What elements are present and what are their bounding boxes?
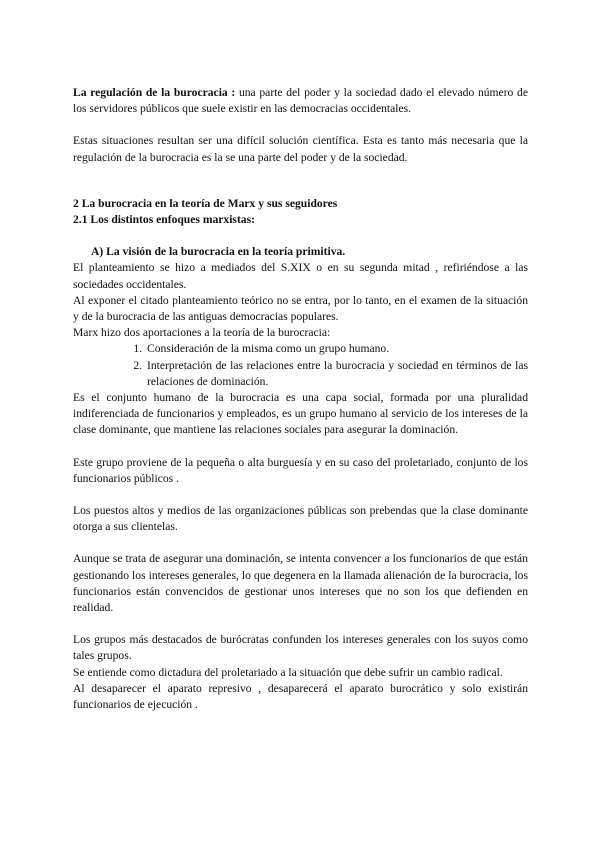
paragraph: Los grupos más destacados de burócratas confunden los intereses generales con los suyos como tales grupos. [73, 633, 528, 663]
paragraph: Se entiende como dictadura del proletariado a la situación que debe sufrir un cambio radical. [73, 665, 503, 679]
paragraph: Aunque se trata de asegurar una dominación, se intenta convencer a los funcionarios de que están gestionando los intereses generales, lo que degenera en la llamada alienación de la burocracia, los funcionarios están convencidos de gestionar unos intereses que no son los que defienden en realidad. [73, 552, 528, 615]
list-item: 2. Interpretación de las relaciones entre la burocracia y sociedad en términos de las relaciones de dominación. [145, 358, 528, 390]
intro-paragraph-2: Estas situaciones resultan ser una difícil solución científica. Esta es tanto más necesaria que la regulación de la burocracia es la se una parte del poder y de la sociedad. [73, 134, 528, 164]
paragraph: Al exponer el citado planteamiento teórico no se entra, por lo tanto, en el examen de la situación y de la burocracia de las antiguas democracias populares. [73, 293, 528, 324]
paragraph: Es el conjunto humano de la burocracia es una capa social, formada por una pluralidad indiferenciada de funcionarios y empleados, es un grupo humano al servicio de los intereses de la clase dominante, que mantiene las relaciones sociales para asegurar la dominación. [73, 391, 528, 437]
document-page [73, 85, 528, 713]
paragraph: El planteamiento se hizo a mediados del S.XIX o en su segunda mitad , refiriéndose a las sociedades occidentales. [73, 261, 528, 291]
subsection-title: A) La visión de la burocracia en la teoría primitiva. [91, 245, 346, 259]
intro-term: La regulación de la burocracia : [73, 86, 236, 99]
paragraph: Marx hizo dos aportaciones a la teoría de la burocracia: [73, 326, 331, 340]
section-subheading: 2.1 Los distintos enfoques marxistas: [73, 213, 255, 227]
numbered-list [73, 341, 528, 390]
paragraph: Este grupo proviene de la pequeña o alta burguesía y en su caso del proletariado, conjunto de los funcionarios públicos . [73, 455, 528, 485]
paragraph: Al desaparecer el aparato represivo , desaparecerá el aparato burocrático y solo existirán funcionarios de ejecución . [73, 681, 528, 712]
section-heading: 2 La burocracia en la teoría de Marx y sus seguidores [73, 196, 338, 210]
paragraph: Los puestos altos y medios de las organizaciones públicas son prebendas que la clase dominante otorga a sus clientelas. [73, 504, 528, 534]
intro-paragraph [73, 85, 528, 117]
list-item: 1. Consideración de la misma como un grupo humano. [145, 341, 528, 357]
intro-definition: una parte del poder y la sociedad dado el elevado número de los servidores públicos que suele existir en las democracias occidentales. [73, 86, 528, 116]
